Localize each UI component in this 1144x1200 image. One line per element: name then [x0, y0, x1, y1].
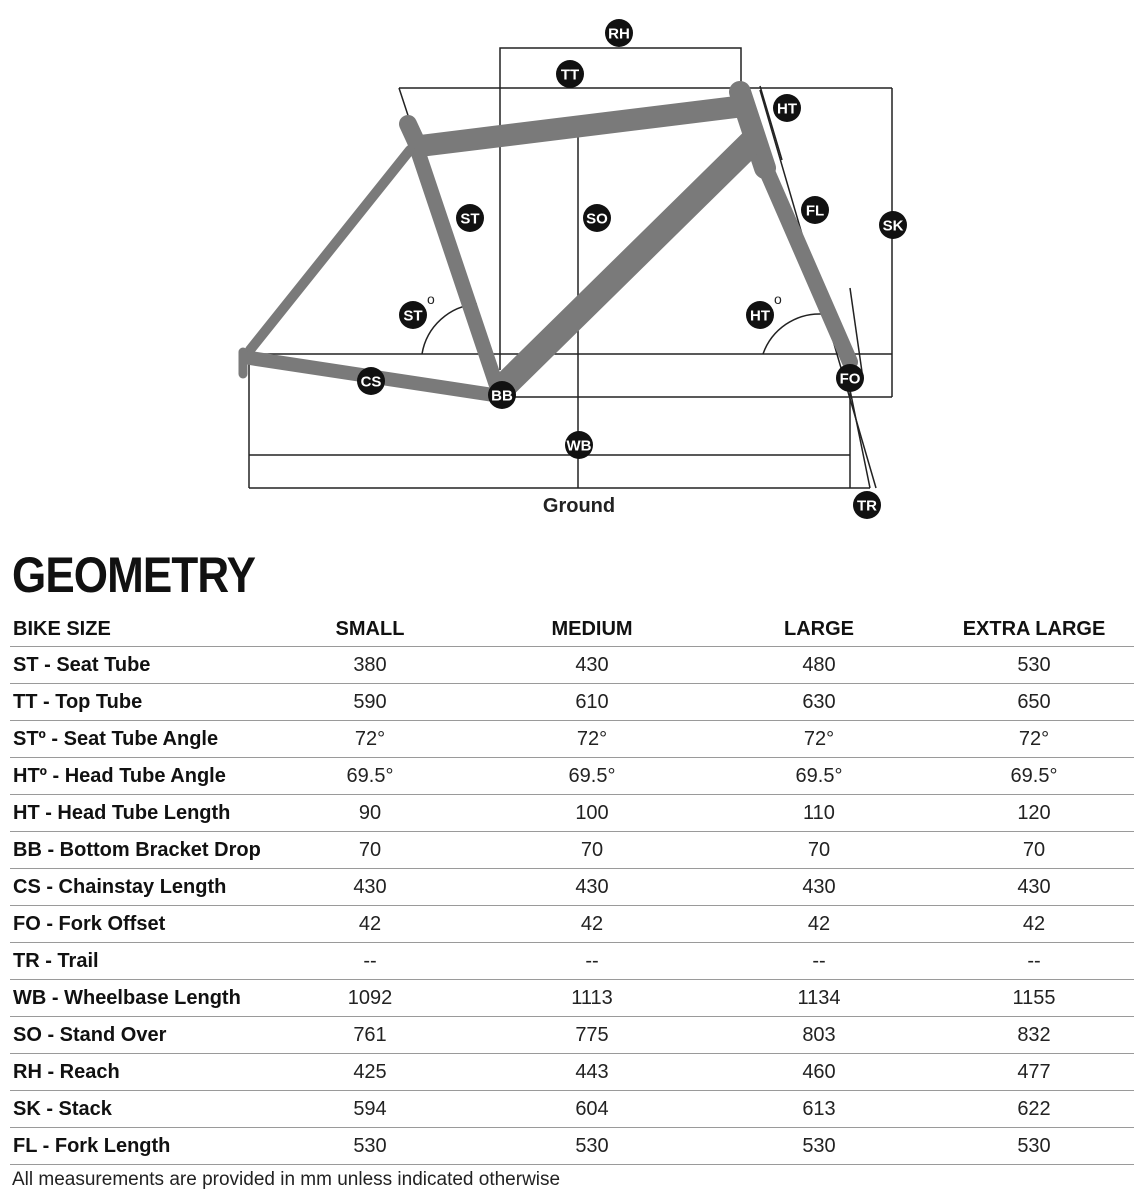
cell-value: 90 [260, 795, 480, 832]
cell-value: 613 [704, 1091, 934, 1128]
cell-value: -- [934, 943, 1134, 980]
cell-value: 72° [260, 721, 480, 758]
header-large: LARGE [704, 612, 934, 647]
reach-bracket [500, 48, 741, 370]
cell-value: 42 [480, 906, 704, 943]
fork [762, 160, 850, 362]
st-angle-badge [399, 291, 435, 329]
svg-text:TR: TR [857, 497, 877, 515]
seat-stay [250, 150, 410, 350]
svg-text:TT: TT [560, 66, 580, 84]
row-label: CS - Chainstay Length [10, 869, 260, 906]
tt-badge [556, 60, 584, 88]
so-badge [583, 204, 611, 232]
cell-value: 42 [704, 906, 934, 943]
cell-value: 610 [480, 684, 704, 721]
cell-value: 425 [260, 1054, 480, 1091]
svg-text:ST: ST [460, 210, 480, 228]
wb-badge [565, 431, 593, 459]
ht-angle-badge [746, 291, 782, 329]
cell-value: 630 [704, 684, 934, 721]
cell-value: 430 [934, 869, 1134, 906]
row-label: ST - Seat Tube [10, 647, 260, 684]
header-medium: MEDIUM [480, 612, 704, 647]
page-title: GEOMETRY [12, 547, 256, 603]
cell-value: -- [260, 943, 480, 980]
row-label: SO - Stand Over [10, 1017, 260, 1054]
svg-text:SK: SK [882, 217, 904, 235]
cell-value: 70 [704, 832, 934, 869]
cs-badge [357, 367, 385, 395]
row-label: TT - Top Tube [10, 684, 260, 721]
cell-value: 1092 [260, 980, 480, 1017]
table-row [10, 1017, 1134, 1054]
table-row [10, 1128, 1134, 1165]
table-row [10, 647, 1134, 684]
svg-text:FO: FO [839, 370, 861, 388]
cell-value: -- [704, 943, 934, 980]
cell-value: 1155 [934, 980, 1134, 1017]
table-row [10, 1091, 1134, 1128]
cell-value: 70 [480, 832, 704, 869]
cell-value: 650 [934, 684, 1134, 721]
fo-badge [836, 364, 864, 392]
svg-text:SO: SO [586, 210, 608, 228]
cell-value: 530 [934, 1128, 1134, 1165]
cell-value: 477 [934, 1054, 1134, 1091]
ht-badge [773, 94, 801, 122]
cell-value: 69.5° [480, 758, 704, 795]
fl-badge [801, 196, 829, 224]
svg-text:ST: ST [403, 307, 423, 325]
svg-text:BB: BB [491, 387, 513, 405]
table-row [10, 758, 1134, 795]
cell-value: 775 [480, 1017, 704, 1054]
cell-value: 72° [704, 721, 934, 758]
table-row [10, 943, 1134, 980]
row-label: FL - Fork Length [10, 1128, 260, 1165]
trail-line-a [848, 380, 870, 488]
table-row [10, 869, 1134, 906]
cell-value: 590 [260, 684, 480, 721]
cell-value: 604 [480, 1091, 704, 1128]
cell-value: 460 [704, 1054, 934, 1091]
row-label: STº - Seat Tube Angle [10, 721, 260, 758]
cell-value: 530 [480, 1128, 704, 1165]
svg-text:RH: RH [608, 25, 630, 43]
cell-value: 1134 [704, 980, 934, 1017]
ground-label: Ground [542, 495, 616, 517]
row-label: SK - Stack [10, 1091, 260, 1128]
cell-value: 69.5° [934, 758, 1134, 795]
table-row [10, 832, 1134, 869]
cell-value: 761 [260, 1017, 480, 1054]
row-label: WB - Wheelbase Length [10, 980, 260, 1017]
cell-value: 530 [260, 1128, 480, 1165]
cell-value: 72° [934, 721, 1134, 758]
bike-frame [243, 92, 850, 396]
header-extra-large: EXTRA LARGE [934, 612, 1134, 647]
bike-geometry-diagram [0, 0, 1144, 530]
svg-text:o: o [427, 291, 435, 307]
cell-value: 530 [704, 1128, 934, 1165]
table-row [10, 721, 1134, 758]
sk-badge [879, 211, 907, 239]
svg-text:CS: CS [360, 373, 382, 391]
cell-value: 430 [260, 869, 480, 906]
cell-value: 594 [260, 1091, 480, 1128]
cell-value: 430 [480, 869, 704, 906]
st-badge [456, 204, 484, 232]
cell-value: 380 [260, 647, 480, 684]
cell-value: 530 [934, 647, 1134, 684]
svg-text:HT: HT [750, 307, 770, 325]
header-small: SMALL [260, 612, 480, 647]
cell-value: 42 [934, 906, 1134, 943]
geometry-table [10, 612, 1134, 1165]
svg-text:FL: FL [805, 202, 825, 220]
row-label: TR - Trail [10, 943, 260, 980]
svg-text:WB: WB [566, 437, 592, 455]
cell-value: 70 [260, 832, 480, 869]
row-label: FO - Fork Offset [10, 906, 260, 943]
bb-badge [488, 381, 516, 409]
cell-value: 803 [704, 1017, 934, 1054]
tr-badge [853, 491, 881, 519]
cell-value: 1113 [480, 980, 704, 1017]
cell-value: 430 [480, 647, 704, 684]
cell-value: 70 [934, 832, 1134, 869]
cell-value: 832 [934, 1017, 1134, 1054]
cell-value: 100 [480, 795, 704, 832]
cell-value: 480 [704, 647, 934, 684]
svg-text:HT: HT [777, 100, 797, 118]
table-row [10, 980, 1134, 1017]
cell-value: 69.5° [260, 758, 480, 795]
row-label: HTº - Head Tube Angle [10, 758, 260, 795]
rh-badge [605, 19, 633, 47]
header-bike-size: BIKE SIZE [10, 612, 260, 647]
table-header-row [10, 612, 1134, 647]
down-tube [506, 142, 752, 384]
table-row [10, 684, 1134, 721]
table-row [10, 795, 1134, 832]
cell-value: 72° [480, 721, 704, 758]
cell-value: 120 [934, 795, 1134, 832]
top-tube [420, 106, 744, 146]
row-label: HT - Head Tube Length [10, 795, 260, 832]
table-row [10, 1054, 1134, 1091]
row-label: BB - Bottom Bracket Drop [10, 832, 260, 869]
cell-value: 443 [480, 1054, 704, 1091]
cell-value: -- [480, 943, 704, 980]
cell-value: 430 [704, 869, 934, 906]
svg-text:o: o [774, 291, 782, 307]
cell-value: 42 [260, 906, 480, 943]
footnote: All measurements are provided in mm unless indicated otherwise [12, 1169, 561, 1190]
row-label: RH - Reach [10, 1054, 260, 1091]
table-row [10, 906, 1134, 943]
cell-value: 69.5° [704, 758, 934, 795]
cell-value: 110 [704, 795, 934, 832]
cell-value: 622 [934, 1091, 1134, 1128]
